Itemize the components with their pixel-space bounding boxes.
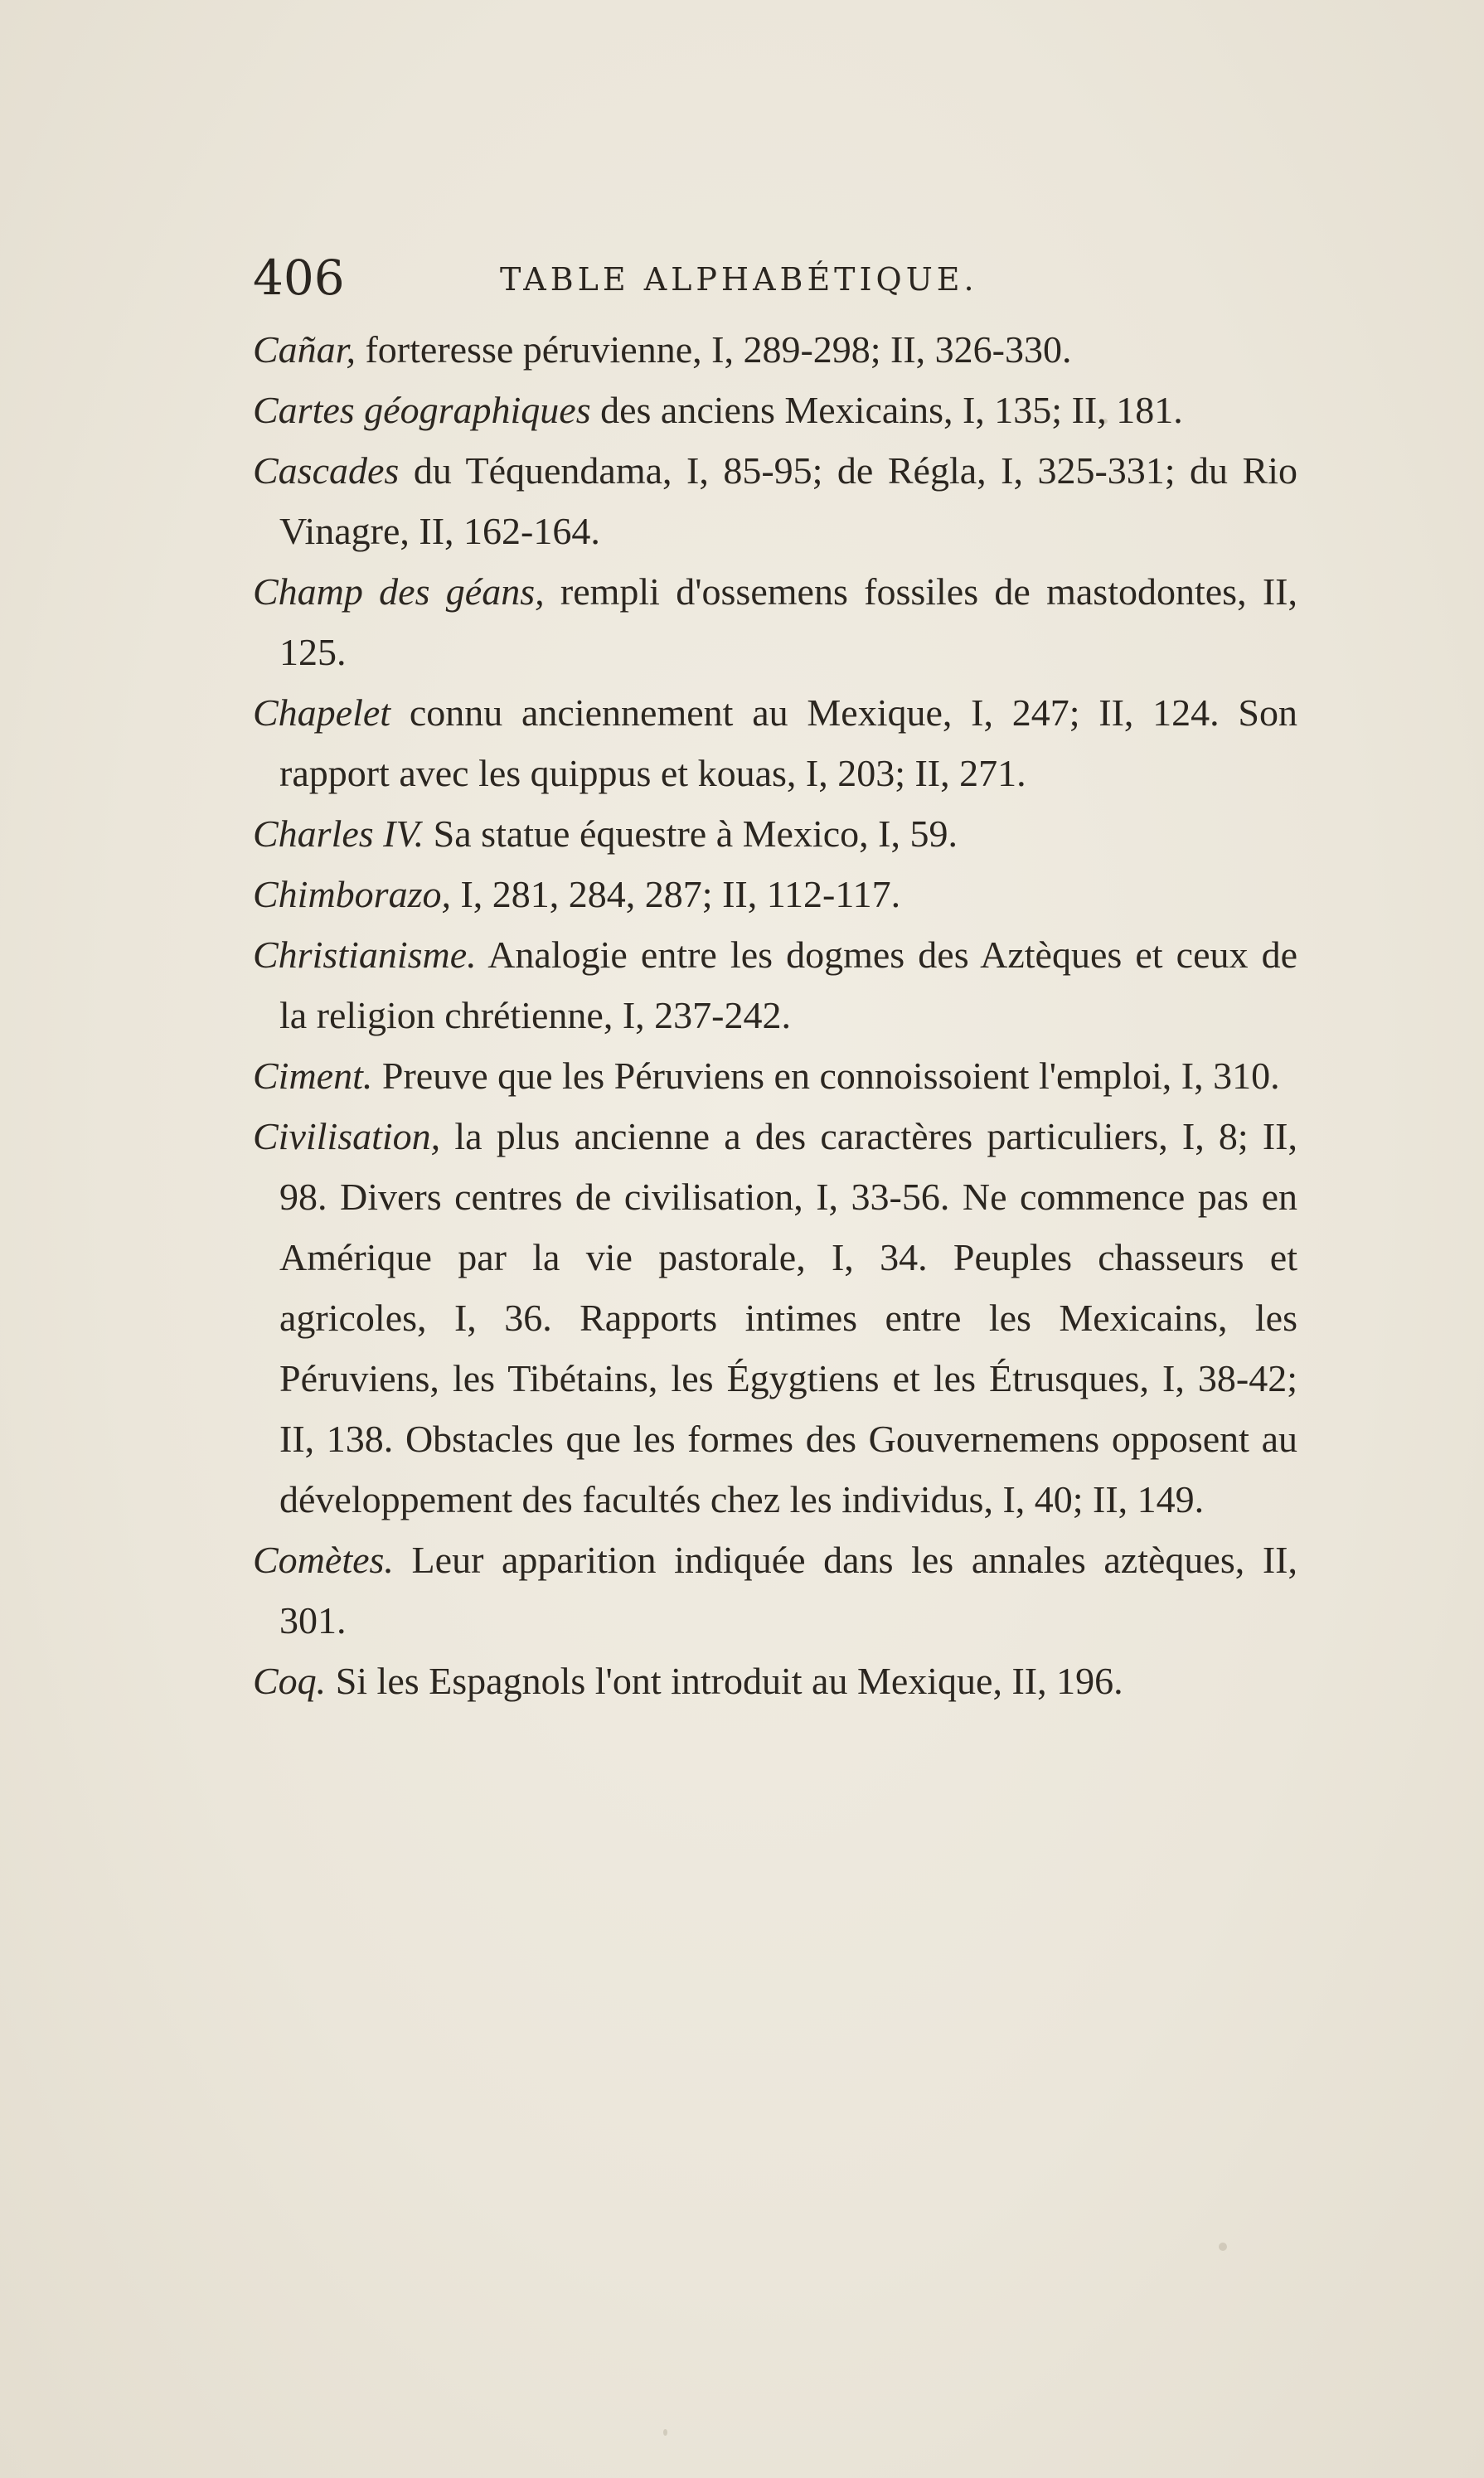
index-entry [253,924,1297,1045]
entry-head: Charles IV. [253,812,424,855]
entry-text: Sa statue équestre à Mexico, I, 59. [424,812,958,855]
entry-head: Comètes. [253,1539,394,1581]
index-entry [253,864,1297,924]
entry-text: Analogie entre les dogmes des Aztèques et ceux de la religion chrétienne, I, 237-242. [279,933,1297,1036]
entry-text: Leur apparition indiquée dans les annales aztèques, II, 301. [279,1539,1297,1641]
index-entries [253,319,1297,1711]
entry-head: Ciment. [253,1055,373,1097]
entry-head: Chimborazo, [253,873,451,915]
index-entry [253,1045,1297,1106]
entry-text: rempli d'ossemens fossiles de mastodontes, II, 125. [279,570,1297,673]
page-number: 406 [253,250,345,306]
entry-text: la plus ancienne a des caractères particuliers, I, 8; II, 98. Divers centres de civilisation, I, 33-56. Ne commence pas en Amérique par la vie pastorale, I, 34. Peuples chasseurs et agricoles, I, 36. Rapports intimes entre les Mexicains, les Péruviens, les Tibétains, les Égygtiens et les Étrusques, I, 38-42; II, 138. Obstacles que les formes des Gouvernemens opposent au développement des facultés chez les individus, I, 40; II, 149. [279,1115,1297,1520]
entry-head: Cartes géographiques [253,389,591,431]
entry-head: Cañar, [253,328,356,371]
entry-text: des anciens Mexicains, I, 135; II, 181. [590,389,1183,431]
entry-text: Preuve que les Péruviens en connoissoient l'emploi, I, 310. [372,1055,1280,1097]
entry-text: du Téquendama, I, 85-95; de Régla, I, 325-331; du Rio Vinagre, II, 162-164. [279,449,1297,552]
index-entry [253,319,1297,380]
index-entry [253,682,1297,803]
entry-text: Si les Espagnols l'ont introduit au Mexique, II, 196. [326,1660,1123,1702]
entry-head: Champ des géans, [253,570,545,613]
index-entry [253,380,1297,440]
entry-head: Chapelet [253,691,391,734]
entry-text: I, 281, 284, 287; II, 112-117. [450,873,901,915]
index-entry [253,1651,1297,1711]
running-title: TABLE ALPHABÉTIQUE. [500,261,978,298]
entry-head: Coq. [253,1660,327,1702]
paper-speck [663,2429,667,2436]
entry-text: connu anciennement au Mexique, I, 247; II, 124. Son rapport avec les quippus et kouas, I, 203; II, 271. [279,691,1297,794]
index-entry [253,1106,1297,1530]
index-entry [253,440,1297,561]
paper-speck [1219,2243,1227,2251]
entry-head: Cascades [253,449,400,492]
entry-head: Christianisme. [253,933,477,976]
index-entry [253,1530,1297,1651]
index-entry [253,803,1297,864]
entry-head: Civilisation, [253,1115,441,1157]
entry-text: forteresse péruvienne, I, 289-298; II, 326-330. [355,328,1072,371]
page-header [253,249,1297,315]
index-entry [253,561,1297,682]
